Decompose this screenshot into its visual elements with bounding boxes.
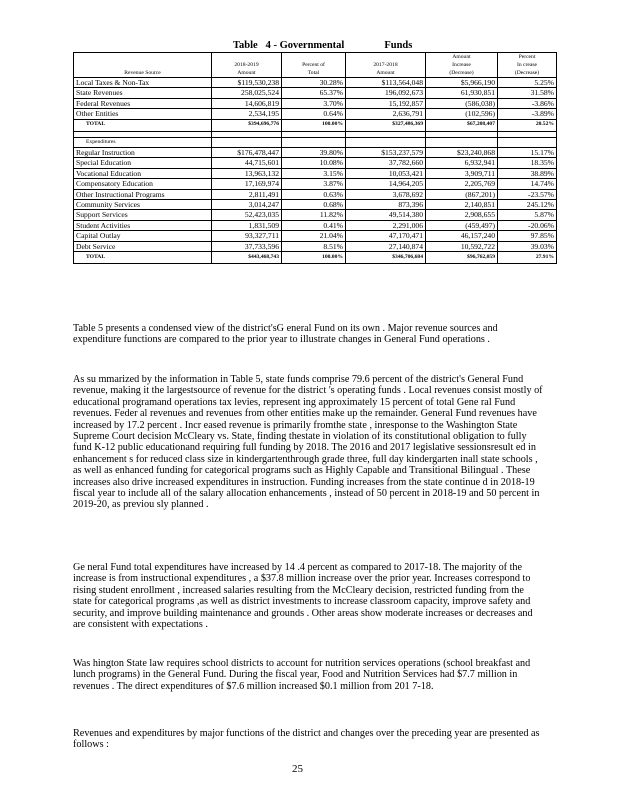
expenditure-row-pc: -20.06% (498, 220, 557, 230)
revenue-total-pct-change: 20.52% (498, 119, 557, 131)
expenditure-row-label: Compensatory Education (74, 179, 212, 189)
header-row-1 (74, 53, 557, 62)
expenditure-row-a2017: 873,396 (346, 200, 426, 210)
expenditure-row-pct: 3.87% (282, 179, 346, 189)
expenditure-total-2018: $443,468,743 (212, 252, 282, 264)
expenditure-row-label: Special Education (74, 158, 212, 168)
expenditure-row (74, 231, 557, 241)
expenditure-row-label: Community Services (74, 200, 212, 210)
revenue-row-inc: (586,038) (426, 98, 498, 108)
revenue-total-2018: $394,696,776 (212, 119, 282, 131)
revenue-row (74, 98, 557, 108)
expenditure-total-pct: 100.00% (282, 252, 346, 264)
expenditure-row-label: Debt Service (74, 241, 212, 251)
revenue-total-increase: $67,208,407 (426, 119, 498, 131)
paragraph-4: Was hington State law requires school districts to account for nutrition services operations (school breakfast and lunch programs) in the General Fund. During the fiscal year, Food and Nutrition Services had $7.7 million in revenues . The direct expenditures of $7.6 million increased $0.1 million from 201 7-18. (73, 658, 531, 692)
revenue-row-label: State Revenues (74, 88, 212, 98)
revenue-row-a2018: 14,606,819 (212, 98, 282, 108)
percent-of-total-header: Percent of (282, 61, 346, 69)
revenue-row (74, 78, 557, 88)
expenditure-row-pc: 18.35% (498, 158, 557, 168)
expenditure-row-a2017: 47,170,471 (346, 231, 426, 241)
expenditure-row (74, 189, 557, 199)
revenue-row (74, 88, 557, 98)
increase-header-3: (Decrease) (426, 69, 498, 78)
expenditure-row-inc: 10,592,722 (426, 241, 498, 251)
paragraph-3: Ge neral Fund total expenditures have increased by 14 .4 percent as compared to 2017-18. The majority of the increase is from instructional expenditures , a $37.8 million increase over the prior year. Increases correspond to rising student enrollment , increased salaries resulting from the McCleary decision, restricted funding from the state for categorical programs ,as well as district investments to increase classroom capacity, improve safety and security, and improve building maintenance and grounds . Other areas show moderate increases or decreases and are consistent with expectations . (73, 562, 533, 631)
revenue-row-pct: 0.64% (282, 109, 346, 119)
expenditure-row-label: Other Instructional Programs (74, 189, 212, 199)
expenditure-row (74, 158, 557, 168)
expenditure-row-a2018: 13,963,132 (212, 168, 282, 178)
revenue-total-label: TOTAL (74, 119, 212, 131)
expenditure-row-inc: 46,157,240 (426, 231, 498, 241)
expenditure-row-a2018: 3,014,247 (212, 200, 282, 210)
revenue-source-header: Revenue Source (74, 69, 212, 78)
expenditure-row-a2018: 17,169,974 (212, 179, 282, 189)
expenditure-row-a2018: 44,715,601 (212, 158, 282, 168)
expenditures-header-row (74, 137, 557, 147)
expenditure-row-a2017: 49,514,380 (346, 210, 426, 220)
percent-change-header-1: Percent (498, 53, 557, 62)
page-number: 25 (292, 763, 303, 775)
expenditure-row-a2018: 93,327,711 (212, 231, 282, 241)
revenue-total-pct: 100.00% (282, 119, 346, 131)
revenue-row-a2017: 15,192,857 (346, 98, 426, 108)
governmental-funds-table (73, 52, 557, 264)
revenue-row-pc: 5.25% (498, 78, 557, 88)
expenditure-row-inc: 2,908,655 (426, 210, 498, 220)
expenditure-row-pc: -23.57% (498, 189, 557, 199)
revenue-row-pc: -3.89% (498, 109, 557, 119)
percent-change-header-2: In crease (498, 61, 557, 69)
expenditure-row-inc: 2,140,851 (426, 200, 498, 210)
increase-header-1: Amount (426, 53, 498, 62)
revenue-total-row (74, 119, 557, 131)
expenditure-row-pct: 21.04% (282, 231, 346, 241)
header-row-2 (74, 61, 557, 69)
expenditure-row-a2018: $176,478,447 (212, 148, 282, 158)
fy2017-amount-header: Amount (346, 69, 426, 78)
expenditure-row (74, 200, 557, 210)
expenditure-row-pc: 38.89% (498, 168, 557, 178)
expenditure-row-inc: (459,497) (426, 220, 498, 230)
expenditure-row-a2017: 10,053,421 (346, 168, 426, 178)
paragraph-2: As su mmarized by the information in Table 5, state funds comprise 79.6 percent of the district's General Fund revenue, making it the largestsource of revenue for the district 's operating funds . Local revenues consist mostly of educational programand operations tax levies, represent ing approximately 15 percent of total Gene ral Fund revenues. Feder al revenues and revenues from other entities make up the remainder. General Fund revenues have increased by 17.2 percent . Incr eased revenue is primarily fromthe state , inresponse to the Washington State Supreme Court decision McCleary vs. State, finding thestate in violation of its constitutional obligation to fully fund K-12 public educationand requiring full funding by 2018. The 2016 and 2017 legislative sessionsresult ed in enhancement s for reduced class size in kindergartenthrough grade three, full day kindergarten inall state schools , as well as enhanced funding for categorical programs such as Highly Capable and Transitional Bilingual . These increases also drive increased expenditures in instruction. Funding increases from the state continue d in 2018-19 fiscal year to include all of the salary allocation enhancements , instead of 50 percent in 2018-19 and 50 percent in 2019-20, as previou sly planned . (73, 374, 543, 511)
expenditure-row-pct: 8.51% (282, 241, 346, 251)
revenue-row-pc: -3.86% (498, 98, 557, 108)
expenditure-row-inc: 3,909,711 (426, 168, 498, 178)
expenditure-row-pct: 11.82% (282, 210, 346, 220)
expenditure-row-pct: 10.08% (282, 158, 346, 168)
expenditure-row (74, 148, 557, 158)
expenditure-row-inc: 6,932,941 (426, 158, 498, 168)
revenue-row-label: Federal Revenues (74, 98, 212, 108)
revenue-row-a2017: 196,092,673 (346, 88, 426, 98)
revenue-row-label: Local Taxes & Non-Tax (74, 78, 212, 88)
expenditure-row-pct: 0.63% (282, 189, 346, 199)
expenditure-row (74, 179, 557, 189)
increase-header-2: Increase (426, 61, 498, 69)
expenditure-row-pc: 15.17% (498, 148, 557, 158)
paragraph-1: Table 5 presents a condensed view of the district'sG eneral Fund on its own . Major revenue sources and expenditure functions are compared to the prior year to illustrate changes in General Fund operations . (73, 323, 498, 346)
expenditure-rows (74, 148, 557, 252)
revenue-row-label: Other Entities (74, 109, 212, 119)
expenditure-row (74, 241, 557, 251)
total-header: Total (282, 69, 346, 78)
expenditure-row-a2017: 14,964,205 (346, 179, 426, 189)
expenditure-total-row (74, 252, 557, 264)
fy2017-header: 2017-2018 (346, 61, 426, 69)
expenditure-row-label: Student Activities (74, 220, 212, 230)
revenue-row-a2018: $119,530,238 (212, 78, 282, 88)
expenditure-row-a2017: 37,782,660 (346, 158, 426, 168)
revenue-total-2017: $327,486,369 (346, 119, 426, 131)
revenue-row-pct: 3.70% (282, 98, 346, 108)
paragraph-5: Revenues and expenditures by major functions of the district and changes over the preceding year are presented as follows : (73, 728, 540, 751)
expenditure-row-a2018: 52,423,035 (212, 210, 282, 220)
expenditure-row-inc: 2,205,769 (426, 179, 498, 189)
fy2018-header: 2018-2019 (212, 61, 282, 69)
expenditure-row-pc: 14.74% (498, 179, 557, 189)
revenue-row-a2017: 2,636,791 (346, 109, 426, 119)
table-title (233, 40, 412, 51)
expenditure-row (74, 210, 557, 220)
revenue-row-a2018: 2,534,195 (212, 109, 282, 119)
expenditure-row-inc: $23,240,868 (426, 148, 498, 158)
revenue-row-a2017: $113,564,048 (346, 78, 426, 88)
table-title-left: Table 4 - Governmental (233, 40, 345, 51)
expenditure-row-a2017: 3,678,692 (346, 189, 426, 199)
revenue-row-pct: 65.37% (282, 88, 346, 98)
percent-change-header-3: (Decrease) (498, 69, 557, 78)
revenue-row-inc: 61,930,851 (426, 88, 498, 98)
expenditure-row-a2018: 1,831,509 (212, 220, 282, 230)
expenditure-row-label: Vocational Education (74, 168, 212, 178)
expenditure-row-pct: 0.68% (282, 200, 346, 210)
table-title-right: Funds (384, 40, 413, 51)
revenue-rows (74, 78, 557, 120)
expenditure-row-pc: 39.03% (498, 241, 557, 251)
expenditure-total-pct-change: 27.91% (498, 252, 557, 264)
expenditure-row-pct: 3.15% (282, 168, 346, 178)
revenue-row-pc: 31.58% (498, 88, 557, 98)
revenue-row-inc: $5,966,190 (426, 78, 498, 88)
expenditure-row-pc: 245.12% (498, 200, 557, 210)
expenditure-total-label: TOTAL (74, 252, 212, 264)
revenue-row-a2018: 258,025,524 (212, 88, 282, 98)
expenditure-row-pct: 39.80% (282, 148, 346, 158)
expenditure-row-a2017: $153,237,579 (346, 148, 426, 158)
expenditure-row-pct: 0.41% (282, 220, 346, 230)
revenue-row-pct: 30.28% (282, 78, 346, 88)
expenditure-row-pc: 97.85% (498, 231, 557, 241)
expenditure-row-label: Capital Outlay (74, 231, 212, 241)
expenditure-row-a2018: 2,811,491 (212, 189, 282, 199)
expenditure-row-a2017: 27,140,874 (346, 241, 426, 251)
expenditure-row-label: Regular Instruction (74, 148, 212, 158)
revenue-row-inc: (102,596) (426, 109, 498, 119)
expenditure-row (74, 168, 557, 178)
expenditure-row (74, 220, 557, 230)
fy2018-amount-header: Amount (212, 69, 282, 78)
expenditures-label: Expenditures (74, 137, 212, 147)
expenditure-row-label: Support Services (74, 210, 212, 220)
expenditure-total-2017: $346,706,684 (346, 252, 426, 264)
expenditure-row-a2017: 2,291,006 (346, 220, 426, 230)
expenditure-row-inc: (867,201) (426, 189, 498, 199)
expenditure-total-increase: $96,762,059 (426, 252, 498, 264)
header-row-3 (74, 69, 557, 78)
expenditure-row-pc: 5.87% (498, 210, 557, 220)
revenue-row (74, 109, 557, 119)
expenditure-row-a2018: 37,733,596 (212, 241, 282, 251)
